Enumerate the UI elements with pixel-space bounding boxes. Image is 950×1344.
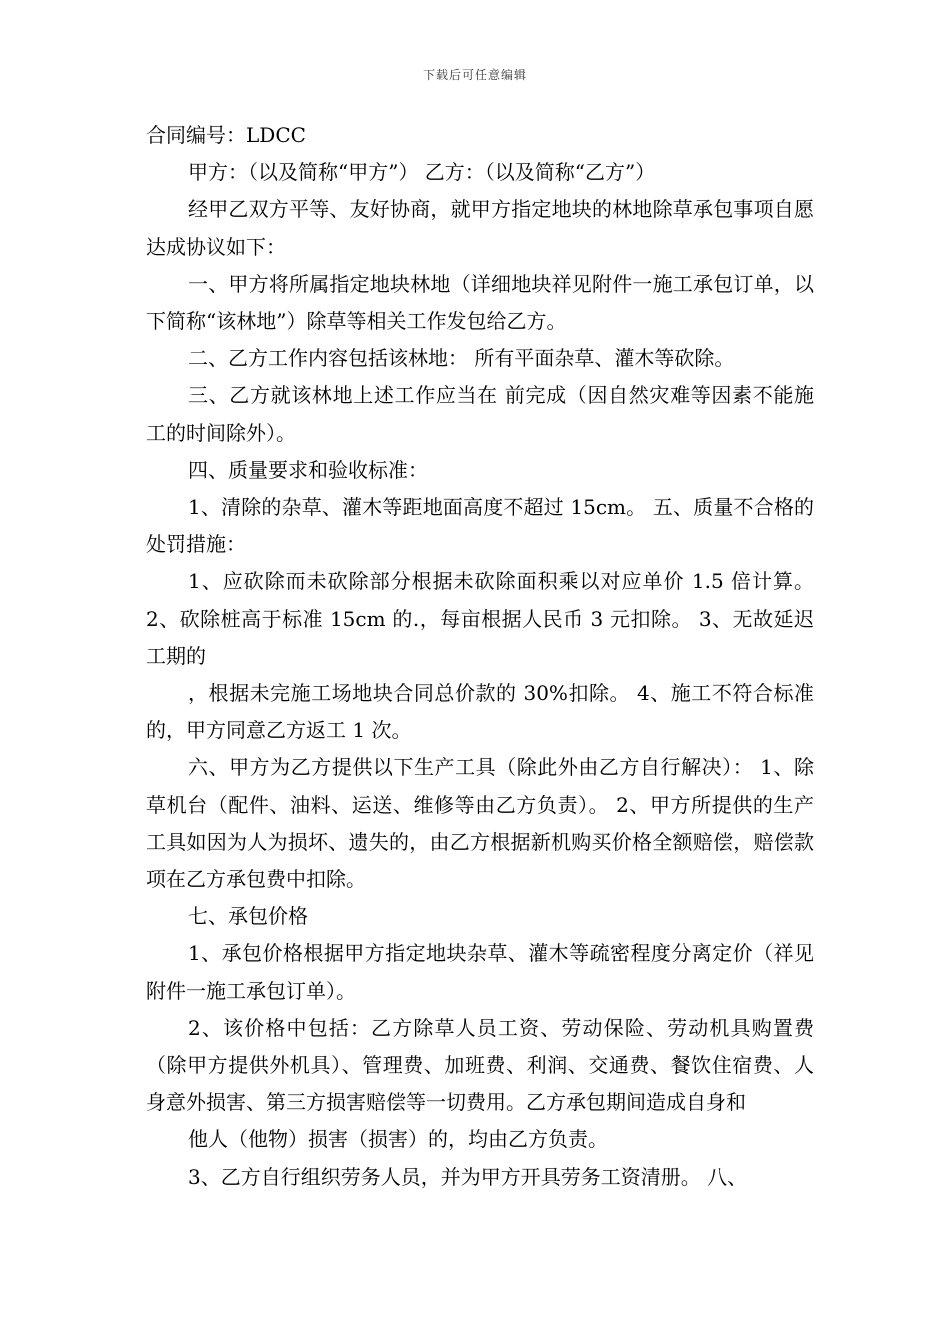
contract-paragraph: 3、乙方自行组织劳务人员，并为甲方开具劳务工资清册。 八、: [188, 1164, 748, 1189]
contract-paragraph: 1、清除的杂草、灌木等距地面高度不超过 15cm。 五、质量不合格的处罚措施：: [146, 495, 814, 557]
contract-paragraph: 经甲乙双方平等、友好协商，就甲方指定地块的林地除草承包事项自愿达成协议如下：: [146, 197, 814, 259]
contract-paragraph: 2、该价格中包括：乙方除草人员工资、劳动保险、劳动机具购置费（除甲方提供外机具）、管理费、加班费、利润、交通费、餐饮住宿费、人身意外损害、第三方损害赔偿等一切费用。乙方承包期间造成自身和: [146, 1015, 814, 1115]
contract-paragraph: 合同编号：LDCC: [146, 123, 306, 147]
contract-paragraph: 1、应砍除而未砍除部分根据未砍除面积乘以对应单价 1.5 倍计算。 2、砍除桩高于标准 15cm 的.，每亩根据人民币 3 元扣除。 3、无故延迟工期的: [146, 569, 814, 668]
contract-paragraph: 六、甲方为乙方提供以下生产工具（除此外由乙方自行解决）： 1、除草机台（配件、油料、运送、维修等由乙方负责）。 2、甲方所提供的生产工具如因为人为损坏、遗失的，由乙方根据新机购买价格全额赔偿，赔偿款项在乙方承包费中扣除。: [146, 755, 814, 892]
contract-paragraph: 甲方：（以及简称“甲方”） 乙方：（以及简称“乙方”）: [188, 160, 656, 185]
contract-paragraph: 七、承包价格: [188, 904, 308, 929]
contract-paragraph: 一、甲方将所属指定地块林地（详细地块祥见附件一施工承包订单，以下简称“该林地”）除草等相关工作发包给乙方。: [146, 271, 814, 334]
contract-paragraph: 他人（他物）损害（损害）的，均由乙方负责。: [188, 1127, 608, 1152]
contract-paragraph: 1、承包价格根据甲方指定地块杂草、灌木等疏密程度分离定价（祥见附件一施工承包订单）。: [146, 941, 814, 1003]
contract-paragraph: ，根据未完施工场地块合同总价款的 30%扣除。 4、施工不符合标准的，甲方同意乙方返工 1 次。: [146, 681, 814, 743]
contract-body: [146, 117, 814, 1196]
contract-paragraph: 二、乙方工作内容包括该林地： 所有平面杂草、灌木等砍除。: [188, 346, 735, 371]
page-header: 下载后可任意编辑: [422, 68, 527, 82]
contract-paragraph: 四、质量要求和验收标准：: [188, 457, 428, 482]
contract-paragraph: 三、乙方就该林地上述工作应当在 前完成（因自然灾难等因素不能施工的时间除外）。: [146, 383, 814, 445]
